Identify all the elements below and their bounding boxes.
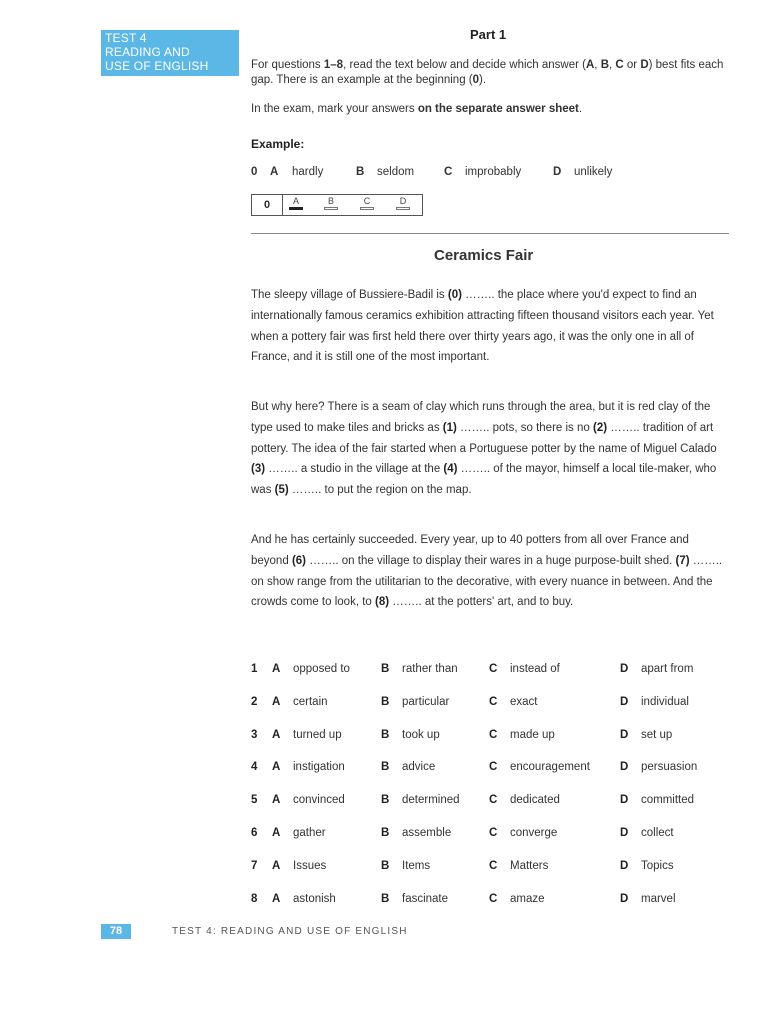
answer-box-number: 0 (252, 195, 283, 215)
option-a: certain (293, 695, 328, 708)
passage-text: And he has certainly succeeded. Every year, up to 40 potters from all over France and beyond (251, 534, 689, 567)
question-number: 2 (251, 695, 258, 708)
option-d: apart from (641, 663, 694, 675)
option-letter-c: C (489, 663, 498, 675)
passage-text: …….. pots, so there is no (456, 421, 593, 434)
option-c: amaze (510, 892, 545, 905)
passage-text: …….. to put the region on the map. (288, 484, 472, 497)
answer-mark-empty (324, 207, 338, 210)
question-row (251, 726, 729, 759)
question-number: 4 (251, 761, 258, 774)
instructions (251, 58, 731, 88)
question-row (251, 758, 729, 791)
option-letter-a: A (272, 794, 281, 807)
option-b: advice (402, 761, 436, 774)
option-letter-b: B (381, 663, 390, 675)
option-a: turned up (293, 728, 342, 741)
gap-7: (7) (675, 554, 690, 567)
option-c: dedicated (510, 794, 560, 807)
passage-text: …….. a studio in the village at the (265, 463, 444, 476)
letter-b: B (600, 59, 609, 71)
passage-paragraph-3 (251, 530, 729, 613)
instr-text: ) best fits each gap. There is an example at the beginning ( (251, 59, 724, 86)
option-letter-a: A (272, 826, 281, 839)
example-ref: 0 (472, 74, 480, 86)
option-d: set up (641, 728, 673, 741)
option-a: instigation (293, 761, 345, 774)
example-option-c: improbably (465, 166, 522, 178)
option-letter-c: C (489, 794, 498, 807)
option-b: particular (402, 695, 450, 708)
answer-cell-a (288, 196, 304, 210)
passage-paragraph-1 (251, 285, 729, 368)
example-options (251, 166, 651, 182)
badge-line-3: USE OF ENGLISH (105, 59, 209, 73)
question-number: 8 (251, 892, 258, 905)
option-a: astonish (293, 892, 336, 905)
gap-2: (2) (592, 421, 608, 434)
option-c: instead of (510, 663, 560, 675)
passage-text: …….. on show range from the utilitarian to the decorative, with every nuance in between. And the crowds come to look, to (251, 554, 723, 609)
example-option-d: unlikely (574, 166, 613, 178)
question-number: 7 (251, 859, 258, 872)
option-letter-d: D (620, 859, 629, 872)
example-number: 0 (251, 166, 258, 178)
example-letter-b: B (356, 166, 365, 178)
passage-text: …….. on the village to display their wares in a huge purpose-built shed. (306, 554, 676, 567)
question-row (251, 693, 729, 726)
question-number: 1 (251, 663, 258, 675)
passage-text: …….. the place where you'd expect to find an internationally famous ceramics exhibition attracting fifteen thousand visitors each year. Yet when a pottery fair was first held there over thirty years ago, it was the only one in all of France, and it is still one of the most important. (251, 289, 714, 364)
option-letter-c: C (489, 728, 498, 741)
answer-mark-empty (396, 207, 410, 210)
question-number: 3 (251, 728, 258, 741)
option-letter-c: C (489, 892, 498, 905)
example-letter-a: A (270, 166, 279, 178)
gap-4: (4) (443, 463, 458, 476)
option-a: Issues (293, 859, 327, 872)
instr-text: ). (479, 74, 487, 86)
part-title: Part 1 (470, 27, 507, 42)
option-letter-b: B (381, 761, 390, 774)
option-letter-c: C (489, 761, 498, 774)
option-letter-b: B (381, 794, 390, 807)
question-row (251, 660, 729, 693)
option-d: marvel (641, 892, 676, 905)
gap-1: (1) (442, 421, 457, 434)
option-c: Matters (510, 859, 549, 872)
question-number: 5 (251, 794, 258, 807)
option-letter-a: A (272, 761, 281, 774)
option-letter-b: B (381, 859, 390, 872)
option-b: took up (402, 728, 440, 741)
option-d: persuasion (641, 761, 698, 774)
example-answer-box (251, 194, 423, 216)
gap-6: (6) (291, 554, 306, 567)
page-number-badge: 78 (101, 924, 131, 939)
passage-paragraph-2 (251, 397, 729, 501)
option-letter-d: D (620, 826, 629, 839)
example-option-a: hardly (292, 166, 324, 178)
passage-text: …….. at the potters' art, and to buy. (389, 596, 574, 609)
option-letter-b: B (381, 695, 390, 708)
question-row (251, 824, 729, 857)
letter-c: C (615, 59, 624, 71)
option-b: assemble (402, 826, 452, 839)
section-divider (251, 233, 729, 234)
passage-title: Ceramics Fair (434, 247, 534, 264)
option-letter-b: B (381, 728, 390, 741)
answer-cell-label: C (363, 196, 371, 206)
question-number: 6 (251, 826, 258, 839)
option-letter-a: A (272, 695, 281, 708)
option-a: opposed to (293, 663, 350, 675)
option-a: convinced (293, 794, 345, 807)
option-letter-d: D (620, 892, 629, 905)
separator: , (609, 59, 616, 71)
separator: or (623, 59, 641, 71)
note-bold: on the separate answer sheet (417, 103, 579, 115)
instr-text: , read the text below and decide which answer ( (343, 59, 586, 71)
passage-text: The sleepy village of Bussiere-Badil is (251, 289, 448, 301)
option-letter-a: A (272, 859, 281, 872)
answer-mark-filled (289, 207, 303, 210)
example-label: Example: (251, 137, 305, 151)
answer-cell-label: A (292, 196, 299, 206)
questions-table (251, 660, 729, 922)
option-letter-d: D (620, 728, 629, 741)
option-c: converge (510, 826, 558, 839)
option-letter-c: C (489, 859, 498, 872)
answer-sheet-note (251, 103, 731, 115)
badge-line-1: TEST 4 (105, 31, 147, 45)
example-option-b: seldom (377, 166, 415, 178)
option-letter-d: D (620, 663, 629, 675)
letter-a: A (585, 59, 595, 71)
option-d: Topics (641, 859, 674, 872)
example-letter-c: C (444, 166, 453, 178)
gap-5: (5) (274, 484, 289, 497)
option-c: encouragement (510, 761, 590, 774)
test-section-badge (101, 30, 239, 76)
answer-cell-label: D (399, 196, 407, 206)
answer-cell-c (359, 196, 375, 210)
passage-text: …….. of the mayor, himself a local tile-maker, who was (251, 463, 717, 497)
option-d: individual (641, 695, 689, 708)
option-b: Items (402, 859, 431, 872)
option-d: collect (641, 826, 674, 839)
answer-cell-b (323, 196, 339, 210)
option-letter-a: A (272, 728, 281, 741)
option-letter-c: C (489, 695, 498, 708)
running-footer: TEST 4: READING AND USE OF ENGLISH (172, 926, 408, 937)
answer-mark-empty (360, 207, 374, 210)
option-letter-a: A (272, 892, 281, 905)
option-letter-d: D (620, 695, 629, 708)
option-c: exact (510, 695, 538, 708)
option-letter-b: B (381, 826, 390, 839)
letter-d: D (640, 59, 649, 71)
option-letter-c: C (489, 826, 498, 839)
note-text: In the exam, mark your answers (251, 103, 418, 115)
badge-line-2: READING AND (105, 45, 190, 59)
gap-0: (0) (447, 289, 462, 301)
gap-3: (3) (251, 463, 266, 476)
option-letter-a: A (272, 663, 281, 675)
question-row (251, 857, 729, 890)
option-c: made up (510, 728, 555, 741)
question-row (251, 890, 729, 923)
option-d: committed (641, 794, 695, 807)
answer-cell-label: B (327, 196, 334, 206)
gap-8: (8) (375, 596, 390, 609)
answer-cell-d (395, 196, 411, 210)
option-b: fascinate (402, 892, 449, 905)
question-row (251, 791, 729, 824)
separator: , (594, 59, 601, 71)
example-letter-d: D (553, 166, 562, 178)
option-b: rather than (402, 663, 458, 675)
option-a: gather (293, 826, 326, 839)
option-letter-d: D (620, 794, 629, 807)
passage-text: …….. tradition of art pottery. The idea of the fair started when a Portuguese potter by the name of Miguel Calado (251, 421, 717, 455)
passage-text: But why here? There is a seam of clay which runs through the area, but it is red clay of the type used to make tiles and bricks as (251, 401, 711, 434)
note-text: . (578, 103, 583, 115)
option-letter-b: B (381, 892, 390, 905)
option-letter-d: D (620, 761, 629, 774)
instr-text: For questions (251, 59, 324, 71)
question-range: 1–8 (323, 59, 344, 71)
option-b: determined (402, 794, 460, 807)
